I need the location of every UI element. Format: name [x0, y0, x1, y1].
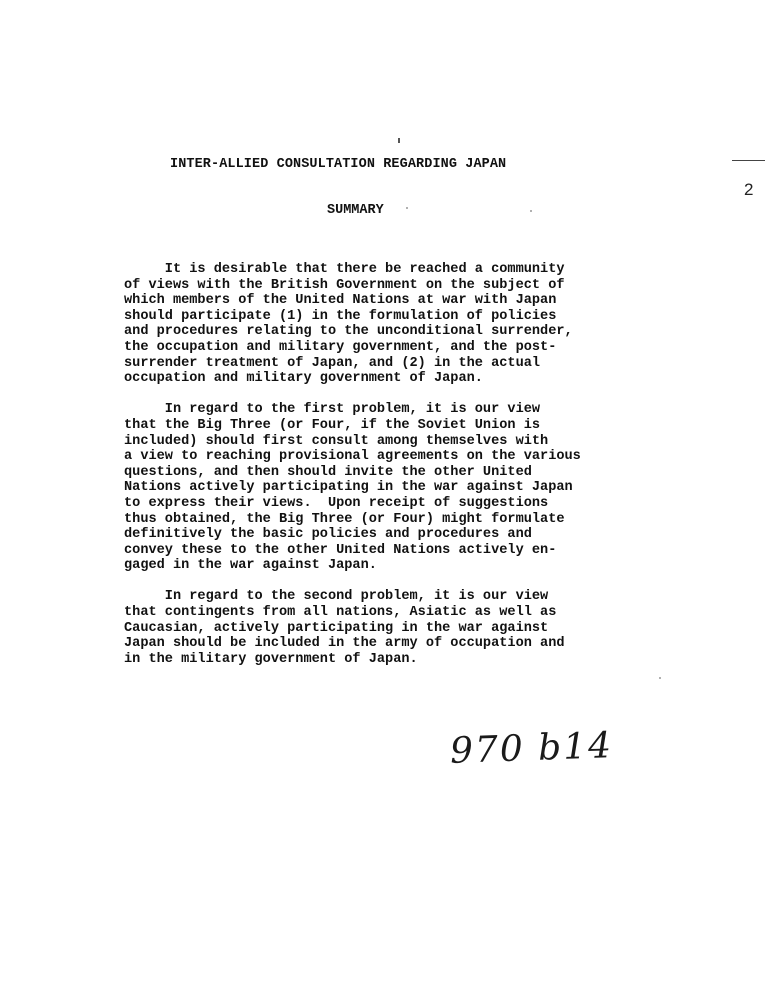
text-line: and procedures relating to the unconditional surrender, — [124, 324, 573, 340]
text-line: a view to reaching provisional agreements on the various — [124, 449, 581, 465]
text-line: questions, and then should invite the other United — [124, 464, 532, 480]
paragraph-2 — [124, 402, 644, 574]
document-title: INTER-ALLIED CONSULTATION REGARDING JAPAN — [170, 157, 507, 172]
text-line: definitively the basic policies and procedures and — [124, 527, 532, 543]
text-line: gaged in the war against Japan. — [124, 558, 377, 574]
text-line: surrender treatment of Japan, and (2) in the actual — [124, 355, 541, 371]
paragraph-3 — [124, 589, 644, 667]
paragraph-1 — [124, 262, 644, 387]
text-line: of views with the British Government on the subject of — [124, 277, 565, 293]
document-body — [124, 262, 644, 683]
text-line: occupation and military government of Japan. — [124, 371, 483, 387]
stray-mark — [398, 138, 400, 143]
text-line: Japan should be included in the army of occupation and — [124, 636, 565, 652]
text-line: which members of the United Nations at war with Japan — [124, 293, 557, 309]
paper-speck — [659, 677, 661, 679]
text-line: in the military government of Japan. — [124, 651, 418, 667]
text-line: Caucasian, actively participating in the war against — [124, 620, 549, 636]
text-line: included) should first consult among themselves with — [124, 433, 549, 449]
text-line: convey these to the other United Nations actively en- — [124, 542, 557, 558]
text-line: In regard to the first problem, it is our view — [124, 402, 541, 418]
document-subtitle: SUMMARY — [327, 203, 384, 218]
paper-speck — [406, 207, 408, 209]
text-line: thus obtained, the Big Three (or Four) might formulate — [124, 511, 565, 527]
text-line: that contingents from all nations, Asiatic as well as — [124, 605, 557, 621]
paper-speck — [530, 210, 532, 212]
handwritten-file-number: 970 b14 — [449, 725, 614, 772]
text-line: that the Big Three (or Four, if the Soviet Union is — [124, 417, 541, 433]
edge-rule-line — [732, 160, 765, 161]
text-line: to express their views. Upon receipt of suggestions — [124, 495, 549, 511]
text-line: Nations actively participating in the war against Japan — [124, 480, 573, 496]
text-line: should participate (1) in the formulation of policies — [124, 308, 557, 324]
text-line: It is desirable that there be reached a community — [124, 262, 565, 277]
text-line: the occupation and military government, and the post- — [124, 339, 557, 355]
text-line: In regard to the second problem, it is our view — [124, 589, 549, 605]
page-number: 2 — [744, 180, 754, 199]
